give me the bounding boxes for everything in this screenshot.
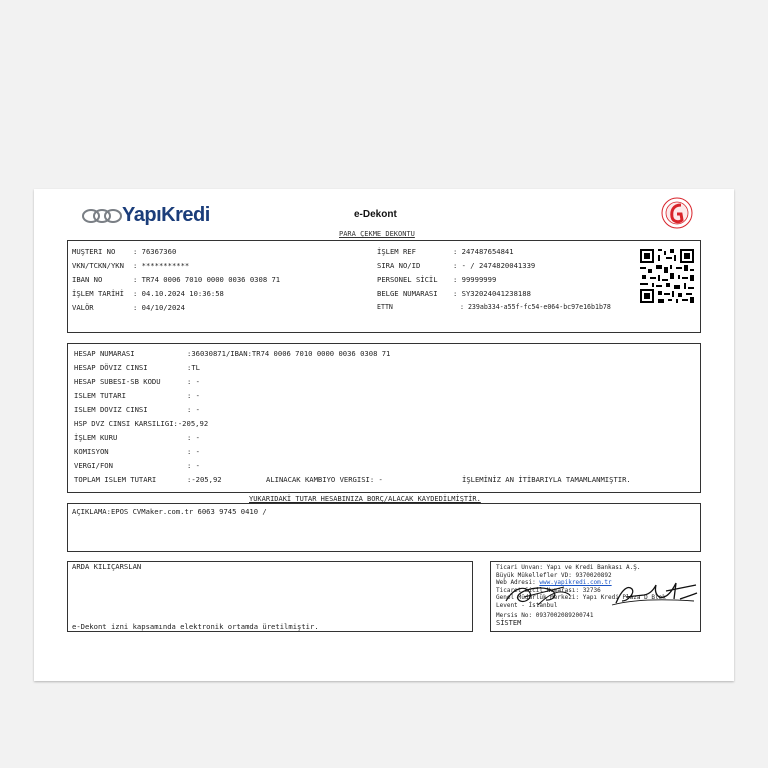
website-link[interactable]: www.yapikredi.com.tr	[539, 579, 612, 586]
debit-credit-notice: YUKARIDAKİ TUTAR HESABINIZA BORÇ/ALACAK KAYDEDİLMİŞTİR.	[249, 495, 481, 503]
bank-info-line3: Web Adresi: www.yapikredi.com.tr	[496, 579, 612, 586]
row-toplam: TOPLAM ISLEM TUTARI :-205,92	[74, 475, 222, 484]
row-islem-kuru: İŞLEM KURU : -	[74, 433, 200, 442]
row-hesap-sube: HESAP SUBESI-SB KODU : -	[74, 377, 200, 386]
brand-name: YapıKredi	[122, 203, 210, 226]
row-musteri-no: MUŞTERI NO : 76367360	[72, 247, 177, 256]
row-islem-tutari: ISLEM TUTARI : -	[74, 391, 200, 400]
row-islem-tarihi: İŞLEM TARİHİ : 04.10.2024 10:36:58	[72, 289, 224, 298]
bank-info-line6: Levent - İstanbul	[496, 601, 558, 609]
bank-info-line8: SİSTEM	[496, 619, 522, 627]
row-komisyon: KOMISYON : -	[74, 447, 200, 456]
row-belge: BELGE NUMARASI : SY32024041238188	[377, 289, 531, 298]
row-islem-doviz: ISLEM DOVIZ CINSI : -	[74, 405, 200, 414]
bank-info-line4: Ticaret Sicil Numarası: 32736	[496, 586, 601, 594]
bank-info-line1: Ticari Unvan: Yapı ve Kredi Bankası A.Ş.	[496, 564, 641, 571]
logo-mark-icon	[80, 207, 120, 223]
customer-name: ARDA KILIÇARSLAN	[72, 562, 142, 571]
row-ettn: ETTN : 239ab334-a55f-fc54-e064-bc97e16b1b78	[377, 303, 611, 311]
document-title: e-Dekont	[354, 209, 397, 220]
qr-code-icon	[640, 249, 694, 303]
description-text: AÇIKLAMA:EPOS CVMaker.com.tr 6063 9745 0410 /	[72, 507, 267, 516]
row-islem-ref: İŞLEM REF : 247487654841	[377, 247, 514, 256]
bank-info-line5: Genel Müdürlük Merkezi: Yapı Kredi Plaza D Blok	[496, 594, 666, 601]
row-hesap-no: HESAP NUMARASI :36030871/IBAN:TR74 0006 7010 0000 0036 0308 71	[74, 349, 391, 358]
e-dekont-document	[34, 189, 734, 681]
row-valor: VALÖR : 04/10/2024	[72, 303, 185, 312]
row-hesap-doviz: HESAP DÖVIZ CINSI :TL	[74, 363, 200, 372]
row-iban: IBAN NO : TR74 0006 7010 0000 0036 0308 71	[72, 275, 281, 284]
document-subtitle: PARA ÇEKME DEKONTU	[339, 230, 415, 238]
row-hsp-dvz: HSP DVZ CINSI KARSILIGI:-205,92	[74, 419, 209, 428]
row-sira-no: SIRA NO/ID : - / 2474820041339	[377, 261, 536, 270]
row-vkn: VKN/TCKN/YKN : ***********	[72, 261, 190, 270]
kambiyo-vergisi: ALINACAK KAMBIYO VERGISI: -	[266, 475, 383, 484]
row-vergi: VERGI/FON : -	[74, 461, 200, 470]
signature-icon	[504, 579, 699, 611]
bank-info-line2: Büyük Mükellefler VD: 9370020892	[496, 571, 612, 579]
certification-badge-icon	[661, 196, 693, 230]
bank-info-line7: Mersis No: 0937002089200741	[496, 612, 594, 619]
edekont-note: e-Dekont izni kapsamında elektronik ortamda üretilmiştir.	[72, 622, 319, 631]
yapikredi-logo	[80, 204, 210, 226]
row-personel: PERSONEL SİCİL : 99999999	[377, 275, 497, 284]
completion-status: İŞLEMİNİZ AN İTİBARIYLA TAMAMLANMIŞTIR.	[462, 475, 631, 484]
